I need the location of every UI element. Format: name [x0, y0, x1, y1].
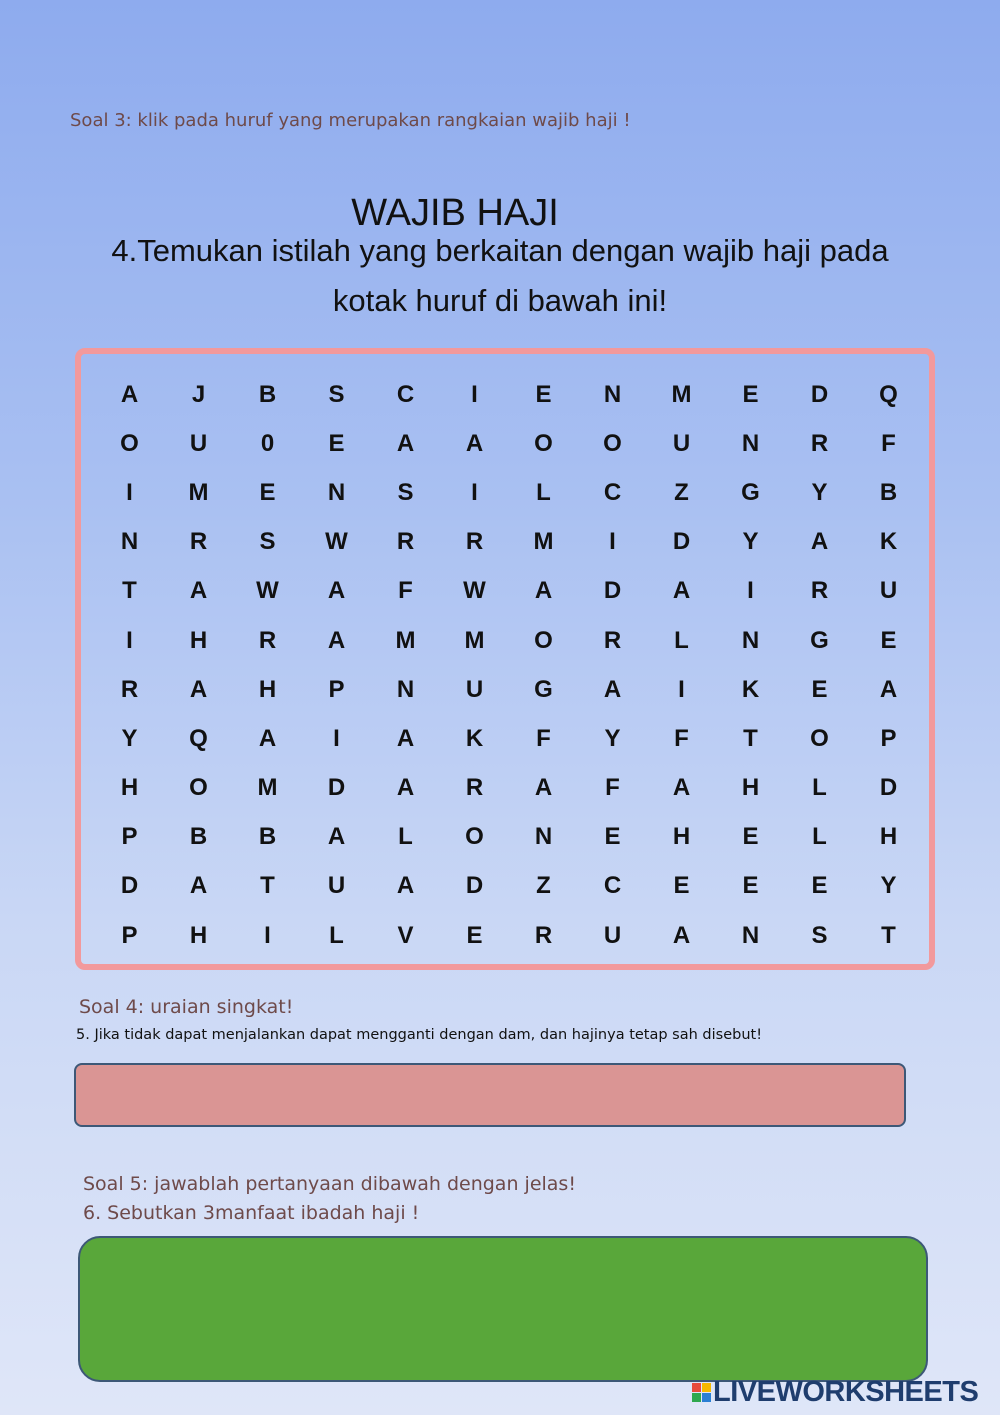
letter-cell[interactable]: Y — [811, 478, 828, 506]
letter-cell[interactable]: P — [880, 724, 897, 752]
question-5-text: 6. Sebutkan 3manfaat ibadah haji ! — [83, 1202, 420, 1224]
letter-cell[interactable]: A — [327, 626, 346, 654]
letter-cell[interactable]: Y — [742, 528, 759, 556]
letter-cell[interactable]: N — [741, 429, 760, 457]
letter-cell[interactable]: O — [465, 823, 484, 851]
letter-cell[interactable]: T — [743, 724, 758, 752]
letter-cell[interactable]: A — [189, 675, 208, 703]
letter-cell[interactable]: D — [879, 774, 898, 802]
letter-cell[interactable]: I — [264, 921, 271, 949]
letter-cell[interactable]: T — [881, 921, 896, 949]
letter-cell[interactable]: Y — [604, 724, 621, 752]
letter-cell[interactable]: R — [465, 528, 484, 556]
page-title: WAJIB HAJI — [351, 192, 559, 234]
letter-cell[interactable]: S — [397, 478, 414, 506]
letter-cell[interactable]: C — [396, 380, 415, 408]
letter-cell[interactable]: D — [465, 872, 484, 900]
letter-cell[interactable]: O — [189, 774, 208, 802]
letter-cell[interactable]: R — [189, 528, 208, 556]
letter-cell[interactable]: E — [811, 675, 828, 703]
letter-cell[interactable]: E — [604, 823, 621, 851]
letter-cell[interactable]: I — [126, 478, 133, 506]
letter-cell[interactable]: L — [398, 823, 413, 851]
letter-cell[interactable]: F — [398, 577, 413, 605]
letter-cell[interactable]: Z — [674, 478, 689, 506]
letter-cell[interactable]: A — [396, 724, 415, 752]
letter-cell[interactable]: H — [672, 823, 691, 851]
letter-cell[interactable]: L — [812, 823, 827, 851]
letter-cell[interactable]: R — [258, 626, 277, 654]
letter-cell[interactable]: L — [329, 921, 344, 949]
letter-cell[interactable]: K — [741, 675, 760, 703]
letter-cell[interactable]: R — [534, 921, 553, 949]
letter-cell[interactable]: E — [742, 823, 759, 851]
letter-cell[interactable]: G — [741, 478, 760, 506]
letter-cell[interactable]: S — [811, 921, 828, 949]
letter-cell[interactable]: U — [465, 675, 484, 703]
letter-cell[interactable]: G — [534, 675, 553, 703]
letter-cell[interactable]: R — [465, 774, 484, 802]
word-search-box — [75, 348, 935, 970]
letter-cell[interactable]: O — [120, 429, 139, 457]
letter-cell[interactable]: E — [811, 872, 828, 900]
letter-cell[interactable]: A — [534, 577, 553, 605]
letter-cell[interactable]: N — [534, 823, 553, 851]
letter-cell[interactable]: A — [189, 577, 208, 605]
letter-cell[interactable]: M — [395, 626, 416, 654]
letter-cell[interactable]: W — [463, 577, 486, 605]
question-4-heading: Soal 4: uraian singkat! — [79, 996, 294, 1018]
letter-cell[interactable]: I — [471, 478, 478, 506]
letter-cell[interactable]: B — [258, 380, 277, 408]
letter-cell[interactable]: B — [879, 478, 898, 506]
letter-cell[interactable]: F — [881, 429, 896, 457]
letter-cell[interactable]: A — [603, 675, 622, 703]
letter-cell[interactable]: N — [120, 528, 139, 556]
liveworksheets-logo[interactable] — [692, 1375, 978, 1409]
letter-cell[interactable]: F — [536, 724, 551, 752]
letter-cell[interactable]: T — [122, 577, 137, 605]
word-search-grid — [95, 370, 923, 960]
letter-cell[interactable]: W — [256, 577, 279, 605]
letter-cell[interactable]: A — [189, 872, 208, 900]
letter-cell[interactable]: D — [120, 872, 139, 900]
letter-cell[interactable]: A — [396, 774, 415, 802]
letter-cell[interactable]: H — [189, 626, 208, 654]
letter-cell[interactable]: L — [812, 774, 827, 802]
letter-cell[interactable]: A — [465, 429, 484, 457]
letter-cell[interactable]: K — [465, 724, 484, 752]
letter-cell[interactable]: N — [603, 380, 622, 408]
letter-cell[interactable]: D — [327, 774, 346, 802]
letter-cell[interactable]: Z — [536, 872, 551, 900]
letter-cell[interactable]: H — [258, 675, 277, 703]
letter-cell[interactable]: L — [674, 626, 689, 654]
letter-cell[interactable]: E — [673, 872, 690, 900]
letter-cell[interactable]: A — [810, 528, 829, 556]
letter-cell[interactable]: Q — [879, 380, 898, 408]
letter-cell[interactable]: U — [189, 429, 208, 457]
letter-cell[interactable]: R — [120, 675, 139, 703]
letter-cell[interactable]: P — [121, 823, 138, 851]
letter-cell[interactable]: D — [810, 380, 829, 408]
letter-cell[interactable]: V — [397, 921, 414, 949]
letter-cell[interactable]: G — [810, 626, 829, 654]
letter-cell[interactable]: F — [674, 724, 689, 752]
letter-cell[interactable]: P — [121, 921, 138, 949]
letter-cell[interactable]: R — [396, 528, 415, 556]
letter-cell[interactable]: O — [534, 626, 553, 654]
letter-cell[interactable]: I — [333, 724, 340, 752]
letter-cell[interactable]: C — [603, 872, 622, 900]
letter-cell[interactable]: A — [672, 577, 691, 605]
letter-cell[interactable]: D — [672, 528, 691, 556]
letter-cell[interactable]: N — [741, 626, 760, 654]
letter-cell[interactable]: I — [678, 675, 685, 703]
letter-cell[interactable]: S — [328, 380, 345, 408]
letter-cell[interactable]: U — [879, 577, 898, 605]
letter-cell[interactable]: Y — [121, 724, 138, 752]
answer-4-input[interactable] — [74, 1063, 906, 1127]
letter-cell[interactable]: H — [741, 774, 760, 802]
letter-cell[interactable]: B — [258, 823, 277, 851]
letter-cell[interactable]: B — [189, 823, 208, 851]
question-4-text: 5. Jika tidak dapat menjalankan dapat mengganti dengan dam, dan hajinya tetap sah disebut! — [76, 1027, 763, 1043]
letter-cell[interactable]: S — [259, 528, 276, 556]
question-5 — [83, 1170, 576, 1228]
letter-cell[interactable]: U — [672, 429, 691, 457]
letter-cell[interactable]: A — [396, 872, 415, 900]
letter-cell[interactable]: E — [742, 872, 759, 900]
letter-cell[interactable]: A — [672, 921, 691, 949]
letter-cell[interactable]: K — [879, 528, 898, 556]
letter-cell[interactable]: A — [327, 577, 346, 605]
letter-cell[interactable]: O — [810, 724, 829, 752]
letter-cell[interactable]: W — [325, 528, 348, 556]
letter-cell[interactable]: E — [880, 626, 897, 654]
logo-text: LIVEWORKSHEETS — [713, 1375, 979, 1408]
question-3-prompt: Soal 3: klik pada huruf yang merupakan rangkaian wajib haji ! — [70, 110, 631, 131]
letter-cell[interactable]: R — [810, 577, 829, 605]
letter-cell[interactable]: 0 — [260, 429, 275, 457]
letter-cell[interactable]: A — [396, 429, 415, 457]
letter-cell[interactable]: J — [191, 380, 206, 408]
letter-cell[interactable]: E — [328, 429, 345, 457]
letter-cell[interactable]: L — [536, 478, 551, 506]
letter-cell[interactable]: E — [259, 478, 276, 506]
letter-cell[interactable]: H — [120, 774, 139, 802]
letter-cell[interactable]: A — [534, 774, 553, 802]
letter-cell[interactable]: T — [260, 872, 275, 900]
letter-cell[interactable]: A — [672, 774, 691, 802]
letter-cell[interactable]: E — [535, 380, 552, 408]
answer-5-input[interactable] — [78, 1236, 928, 1382]
letter-cell[interactable]: P — [328, 675, 345, 703]
liveworksheets-logo-icon — [692, 1383, 711, 1402]
letter-cell[interactable]: E — [466, 921, 483, 949]
letter-cell[interactable]: M — [464, 626, 485, 654]
letter-cell[interactable]: M — [533, 528, 554, 556]
instruction — [60, 226, 940, 326]
letter-cell[interactable]: C — [603, 478, 622, 506]
instruction-line-2: kotak huruf di bawah ini! — [332, 283, 668, 318]
question-5-heading: Soal 5: jawablah pertanyaan dibawah dengan jelas! — [83, 1173, 576, 1195]
letter-cell[interactable]: F — [605, 774, 620, 802]
letter-cell[interactable]: Y — [880, 872, 897, 900]
letter-cell[interactable]: O — [603, 429, 622, 457]
letter-cell[interactable]: U — [327, 872, 346, 900]
letter-cell[interactable]: U — [603, 921, 622, 949]
letter-cell[interactable]: A — [879, 675, 898, 703]
letter-cell[interactable]: Q — [189, 724, 208, 752]
letter-cell[interactable]: I — [609, 528, 616, 556]
letter-cell[interactable]: R — [603, 626, 622, 654]
letter-cell[interactable]: A — [258, 724, 277, 752]
letter-cell[interactable]: N — [741, 921, 760, 949]
letter-cell[interactable]: M — [671, 380, 692, 408]
letter-cell[interactable]: I — [126, 626, 133, 654]
letter-cell[interactable]: N — [327, 478, 346, 506]
letter-cell[interactable]: E — [742, 380, 759, 408]
letter-cell[interactable]: I — [471, 380, 478, 408]
letter-cell[interactable]: N — [396, 675, 415, 703]
instruction-line-1: 4.Temukan istilah yang berkaitan dengan wajib haji pada — [111, 233, 889, 268]
letter-cell[interactable]: A — [120, 380, 139, 408]
letter-cell[interactable]: A — [327, 823, 346, 851]
letter-cell[interactable]: M — [188, 478, 209, 506]
letter-cell[interactable]: R — [810, 429, 829, 457]
letter-cell[interactable]: H — [189, 921, 208, 949]
letter-cell[interactable]: O — [534, 429, 553, 457]
letter-cell[interactable]: I — [747, 577, 754, 605]
letter-cell[interactable]: M — [257, 774, 278, 802]
letter-cell[interactable]: D — [603, 577, 622, 605]
letter-cell[interactable]: H — [879, 823, 898, 851]
